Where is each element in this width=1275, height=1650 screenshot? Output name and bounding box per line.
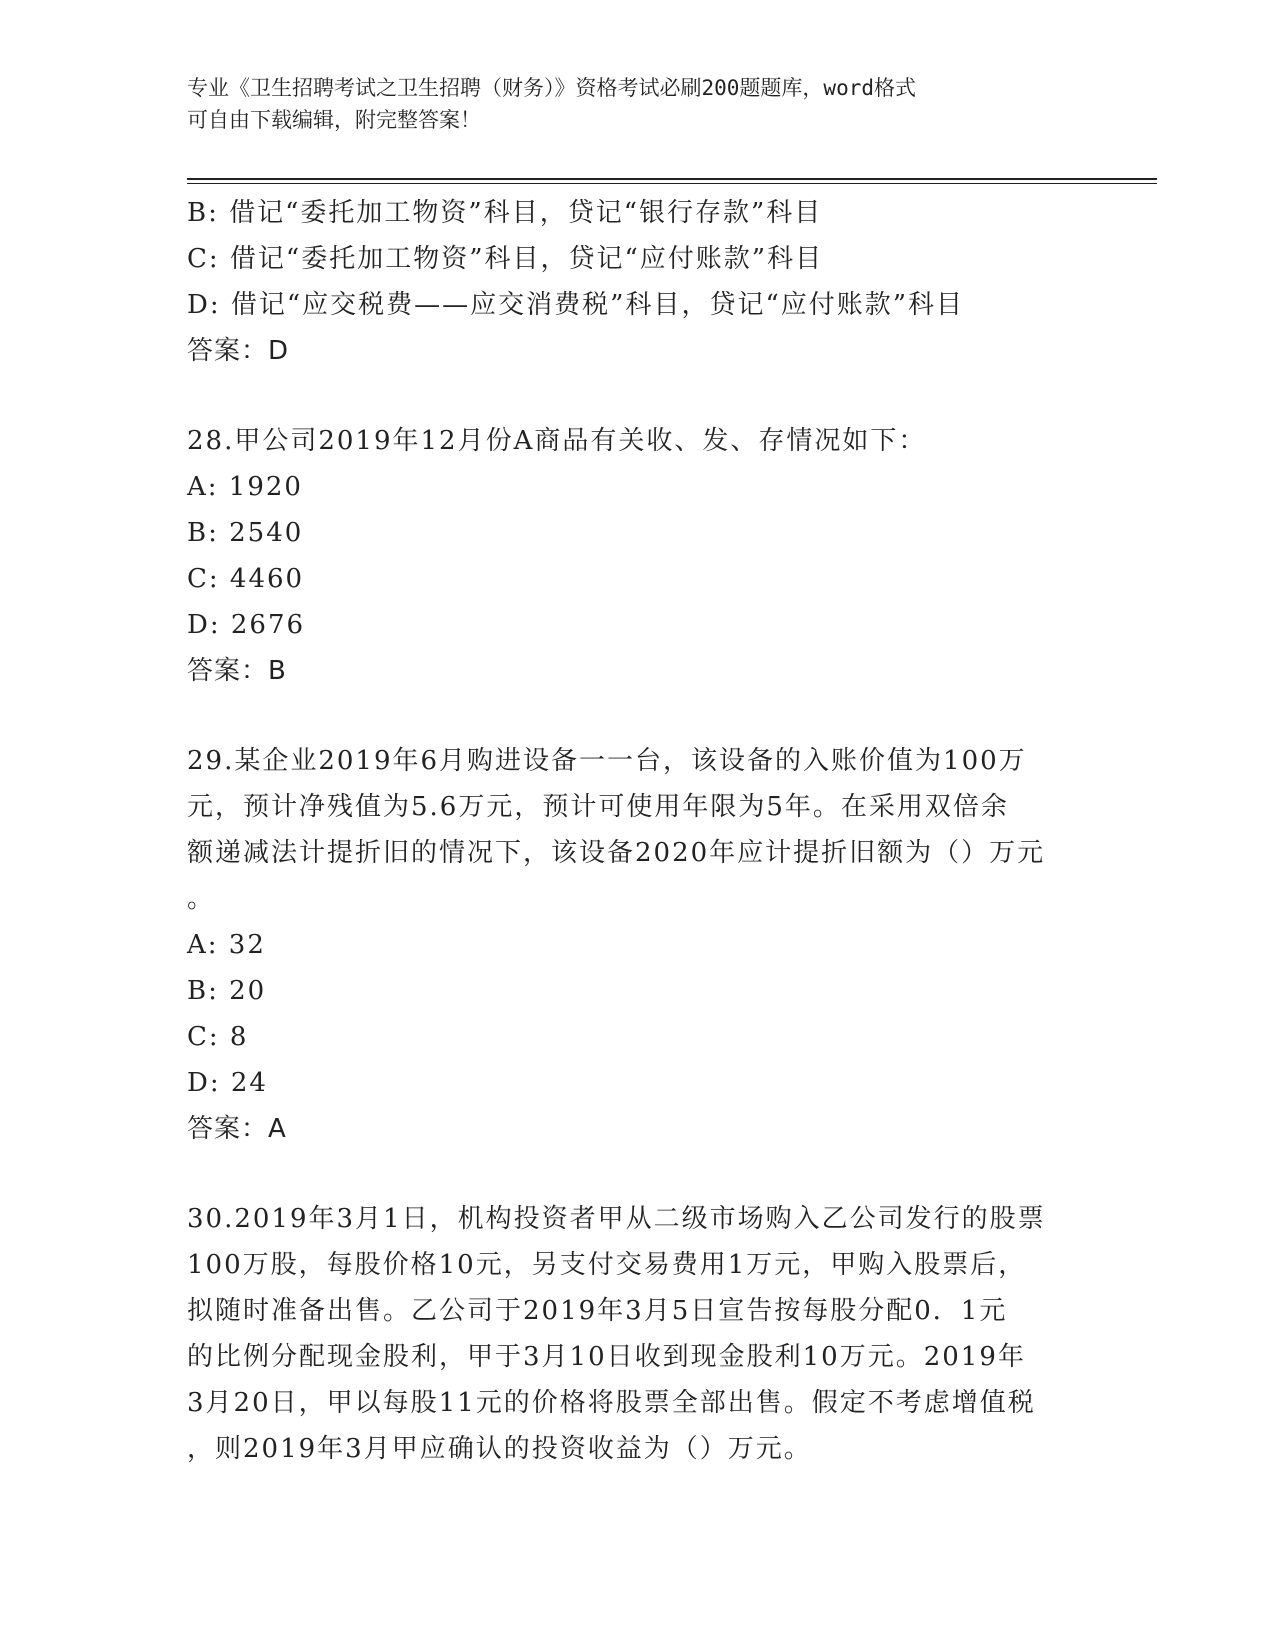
question-text: 28.甲公司2019年12月份A商品有关收、发、存情况如下： — [187, 426, 927, 456]
answer: 答案：A — [187, 1114, 287, 1144]
option-b: B: 2540 — [187, 518, 304, 548]
document-body — [187, 190, 1087, 1472]
question-text: 的比例分配现金股利，甲于3月10日收到现金股利10万元。2019年 — [187, 1342, 1026, 1372]
question-text: 3月20日，甲以每股11元的价格将股票全部出售。假定不考虑增值税 — [187, 1388, 1036, 1418]
option-c: C: 8 — [187, 1022, 249, 1052]
question-text: 拟随时准备出售。乙公司于2019年3月5日宣告按每股分配0．1元 — [187, 1296, 1008, 1326]
option-c: C: 4460 — [187, 564, 305, 594]
header-divider-thin — [187, 183, 1157, 184]
question-text: 元，预计净残值为5.6万元，预计可使用年限为5年。在采用双倍余 — [187, 792, 1009, 822]
question-30 — [187, 1196, 1087, 1472]
header-divider-thick — [187, 178, 1157, 180]
question-text: ，则2019年3月甲应确认的投资收益为（）万元。 — [187, 1434, 812, 1464]
answer: 答案：D — [187, 336, 290, 366]
option-d: D: 2676 — [187, 610, 306, 640]
header-line-2: 可自由下载编辑，附完整答案！ — [187, 108, 481, 132]
header-line-1: 专业《卫生招聘考试之卫生招聘（财务）》资格考试必刷200题题库，word格式 — [187, 76, 916, 100]
spacer — [187, 694, 1087, 738]
question-27-continued — [187, 190, 1087, 374]
option-b: B: 借记“委托加工物资”科目，贷记“银行存款”科目 — [187, 198, 823, 228]
option-c: C: 借记“委托加工物资”科目，贷记“应付账款”科目 — [187, 244, 824, 274]
question-text: 100万股，每股价格10元，另支付交易费用1万元，甲购入股票后， — [187, 1250, 1027, 1280]
option-a: A: 32 — [187, 930, 266, 960]
page-header — [187, 72, 1087, 136]
option-d: D: 借记“应交税费——应交消费税”科目，贷记“应付账款”科目 — [187, 290, 965, 320]
answer: 答案：B — [187, 656, 287, 686]
question-text: 29.某企业2019年6月购进设备一一台，该设备的入账价值为100万 — [187, 746, 1027, 776]
spacer — [187, 374, 1087, 418]
option-b: B: 20 — [187, 976, 267, 1006]
question-29 — [187, 738, 1087, 1152]
spacer — [187, 1152, 1087, 1196]
option-d: D: 24 — [187, 1068, 268, 1098]
question-text: 。 — [187, 884, 216, 914]
question-28 — [187, 418, 1087, 694]
question-text: 30.2019年3月1日，机构投资者甲从二级市场购入乙公司发行的股票 — [187, 1204, 1046, 1234]
option-a: A: 1920 — [187, 472, 303, 502]
question-text: 额递减法计提折旧的情况下，该设备2020年应计提折旧额为（）万元 — [187, 838, 1046, 868]
